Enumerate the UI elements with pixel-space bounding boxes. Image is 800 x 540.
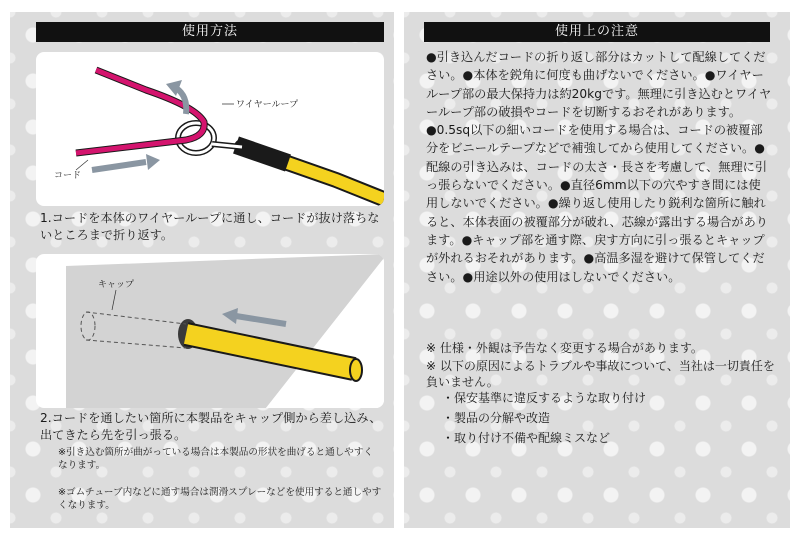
list-item: ・製品の分解や改造 <box>442 411 551 425</box>
step-1-text: 1.コードを本体のワイヤーループに通し、コードが抜け落ちないところまで折り返す。 <box>40 211 380 242</box>
step-2-text: 2.コードを通したい箇所に本製品をキャップ側から差し込み、出てきたら先を引っ張る。 <box>40 411 382 442</box>
caution-panel <box>404 12 790 528</box>
remark-spec-change: ※ 仕様・外観は予告なく変更する場合があります。 <box>426 341 703 355</box>
note-bent-location: ※引き込む箇所が曲がっている場合は本製品の形状を曲げると通しやすくなります。 <box>58 447 374 471</box>
usage-panel <box>10 12 394 528</box>
caution-header: 使用上の注意 <box>424 22 770 42</box>
caution-text: ●引き込んだコードの折り返し部分はカットして配線してください。●本体を鋭角に何度も曲げないでください。●ワイヤーループ部の最大保持力は約20kgです。無理に引き込むとワイヤーループ部の破損やコードを切断するおそれがあります。●0.5sq以下の細いコードを使用する場合は、コードの被覆部分をビニールテープなどで補強してから使用してください。●配線の引き込みは、コードの太さ・長さを考慮して、無理に引っ張らないでください。●直径6mm以下の穴やすき間には使用しないでください。●繰り返し使用したり鋭利な箇所に触れると、本体表面の被覆部分が破れ、芯線が露出する場合があります。●キャップ部を通す際、戻す方向に引っ張るとキャップが外れるおそれがあります。●高温多湿を避けて保管してください。●用途以外の使用はしないでください。 <box>426 50 772 284</box>
cord-label: コード <box>54 171 82 181</box>
list-item: ・取り付け不備や配線ミスなど <box>442 431 611 445</box>
list-item: ・保安基準に違反するような取り付け <box>442 391 647 405</box>
remark-liability: ※ 以下の原因によるトラブルや事故について、当社は一切責任を負いません。 <box>426 359 775 389</box>
cap-label: キャップ <box>98 280 135 290</box>
cap-insert-illustration <box>36 254 384 408</box>
note-rubber-tube: ※ゴムチューブ内などに通す場合は潤滑スプレーなどを使用すると通しやすくなります。 <box>58 487 382 511</box>
wire-loop-label: ワイヤーループ <box>236 100 299 110</box>
figure-cord-through-loop <box>36 52 384 206</box>
arrow-right-icon <box>146 154 160 170</box>
figure-insert-cap <box>36 254 384 408</box>
cord-loop-illustration <box>36 52 384 206</box>
usage-header: 使用方法 <box>36 22 384 42</box>
